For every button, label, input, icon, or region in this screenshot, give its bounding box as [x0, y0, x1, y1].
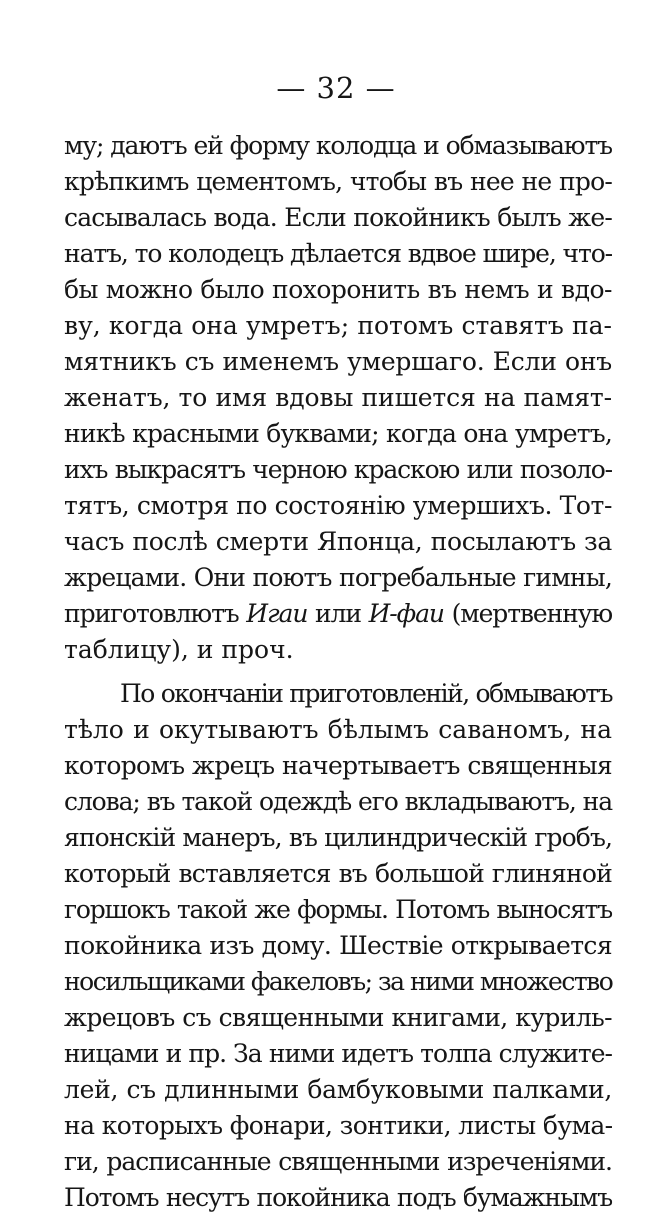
- text-line: японскій манеръ, въ цилиндрическій гробъ,: [64, 823, 612, 852]
- text-line: которомъ жрецъ начертываетъ священныя: [64, 751, 612, 780]
- text-line: натъ, то колодецъ дѣлается вдвое шире, что-: [64, 239, 612, 268]
- text-line: горшокъ такой же формы. Потомъ выносятъ: [64, 895, 612, 924]
- text-line: слова; въ такой одеждѣ его вкладываютъ, на: [64, 787, 612, 816]
- text-line: крѣпкимъ цементомъ, чтобы въ нее не про-: [64, 167, 612, 196]
- text-line: который вставляется въ большой глиняной: [64, 859, 612, 888]
- italic-term: Игаи: [246, 599, 308, 628]
- text-line: на которыхъ фонари, зонтики, листы бума-: [64, 1111, 613, 1140]
- text-line: му; даютъ ей форму колодца и обмазываютъ: [64, 131, 612, 160]
- text-line: носильщиками факеловъ; за ними множество: [64, 967, 613, 996]
- italic-term: И-фаи: [368, 599, 444, 628]
- text-line: тѣло и окутываютъ бѣлымъ саваномъ, на: [64, 715, 612, 744]
- text-line: ги, расписанные священными изреченіями.: [64, 1147, 612, 1176]
- text-line: ихъ выкрасятъ черною краскою или позоло-: [64, 455, 612, 484]
- line-segment: приготовлютъ: [64, 599, 247, 628]
- text-line-with-italics: [64, 596, 612, 632]
- line-segment: (мертвенную: [443, 599, 612, 628]
- text-line: бы можно было похоронить въ немъ и вдо-: [64, 275, 612, 304]
- text-line: жрецовъ съ священными книгами, куриль-: [64, 1003, 612, 1032]
- line-segment: или: [307, 599, 369, 628]
- text-line: сасывалась вода. Если покойникъ былъ же-: [64, 203, 612, 232]
- body-text: [64, 128, 612, 1216]
- text-line: ницами и пр. За ними идетъ толпа служите-: [64, 1039, 612, 1068]
- text-line-last: таблицу), и проч.: [64, 635, 294, 664]
- paragraph-1: [64, 128, 612, 668]
- text-line: часъ послѣ смерти Японца, посылаютъ за: [64, 527, 612, 556]
- text-line: мятникъ съ именемъ умершаго. Если онъ: [64, 347, 612, 376]
- text-line: никѣ красными буквами; когда она умретъ,: [64, 419, 612, 448]
- paragraph-gap: [64, 668, 612, 676]
- paragraph-2: [64, 676, 612, 1216]
- text-line: лей, съ длинными бамбуковыми палками,: [64, 1075, 612, 1104]
- text-line: женатъ, то имя вдовы пишется на памят-: [64, 383, 612, 412]
- page-number: — 32 —: [276, 71, 396, 105]
- text-line: жрецами. Они поютъ погребальные гимны,: [64, 563, 612, 592]
- text-line: Потомъ несутъ покойника подъ бумажнымъ: [64, 1183, 612, 1212]
- text-line: покойника изъ дому. Шествіе открывается: [64, 931, 612, 960]
- text-line: ву, когда она умретъ; потомъ ставятъ па-: [64, 311, 612, 340]
- text-line-indented: По окончаніи приготовленій, обмываютъ: [120, 679, 612, 708]
- text-line: тятъ, смотря по состоянію умершихъ. Тот-: [64, 491, 612, 520]
